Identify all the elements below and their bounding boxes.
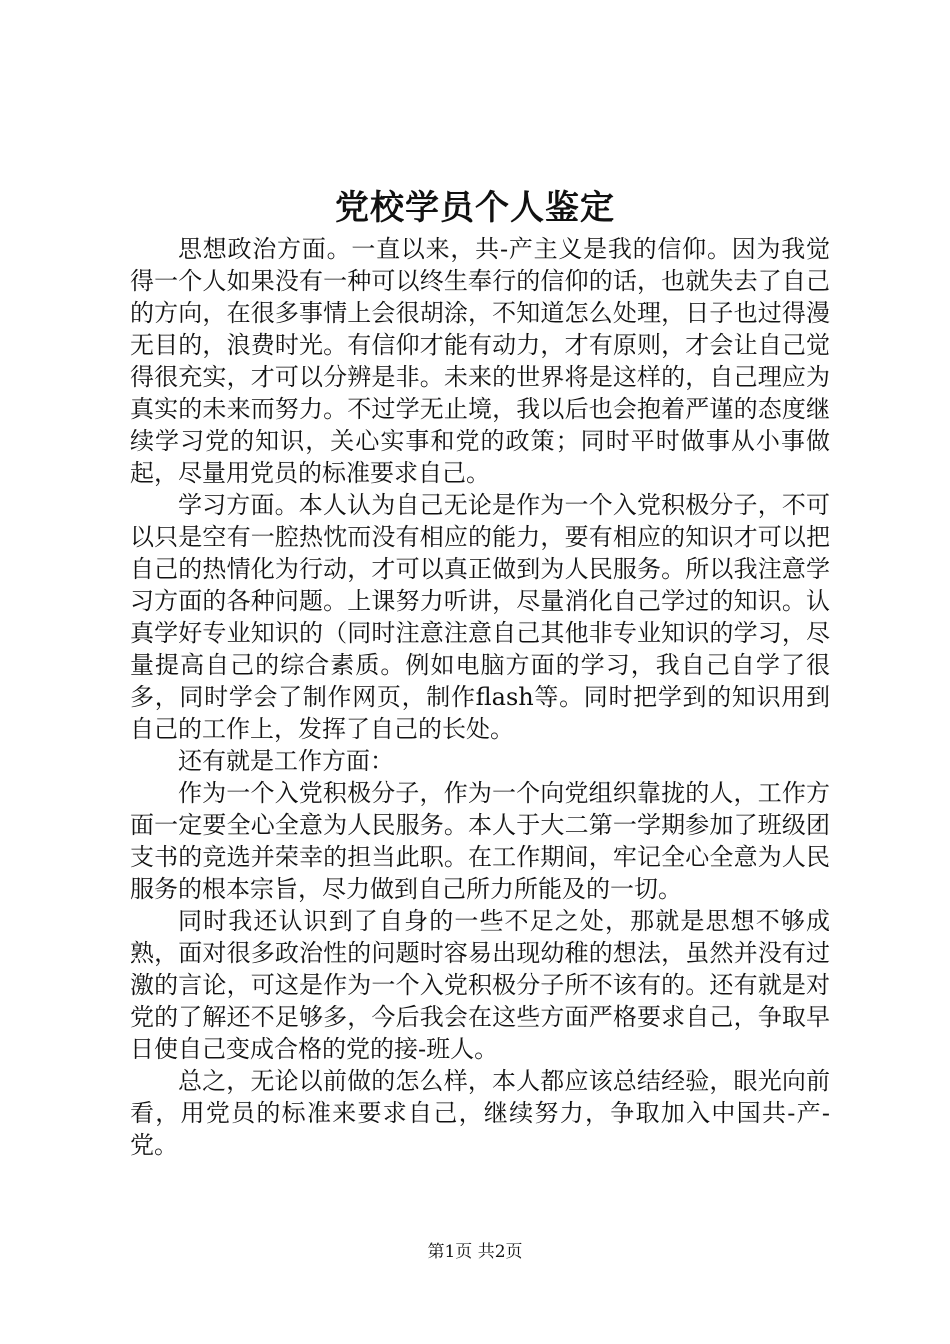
document-title: 党校学员个人鉴定 xyxy=(335,188,615,228)
paragraph-work: 作为一个入党积极分子，作为一个向党组织靠拢的人，工作方面一定要全心全意为人民服务。本人于大二第一学期参加了班级团支书的竞选并荣幸的担当此职。在工作期间，牢记全心全意为人民服务的根本宗旨，尽力做到自己所力所能及的一切。 xyxy=(130,779,830,903)
document-body xyxy=(130,233,830,1161)
paragraph-political: 思想政治方面。一直以来，共-产主义是我的信仰。因为我觉得一个人如果没有一种可以终生奉行的信仰的话，也就失去了自己的方向，在很多事情上会很胡涂，不知道怎么处理，日子也过得漫无目的，浪费时光。有信仰才能有动力，才有原则，才会让自己觉得很充实，才可以分辨是非。未来的世界将是这样的，自己理应为真实的未来而努力。不过学无止境，我以后也会抱着严谨的态度继续学习党的知识，关心实事和党的政策；同时平时做事从小事做起，尽量用党员的标准要求自己。 xyxy=(130,235,830,487)
paragraph-work-heading: 还有就是工作方面： xyxy=(178,747,394,775)
page-number-footer: 第1页 共2页 xyxy=(427,1242,523,1262)
paragraph-summary: 总之，无论以前做的怎么样，本人都应该总结经验，眼光向前看，用党员的标准来要求自己，继续努力，争取加入中国共-产-党。 xyxy=(130,1067,830,1159)
paragraph-shortcomings: 同时我还认识到了自身的一些不足之处，那就是思想不够成熟，面对很多政治性的问题时容易出现幼稚的想法，虽然并没有过激的言论，可这是作为一个入党积极分子所不该有的。还有就是对党的了解还不足够多，今后我会在这些方面严格要求自己，争取早日使自己变成合格的党的接-班人。 xyxy=(130,907,830,1063)
paragraph-study: 学习方面。本人认为自己无论是作为一个入党积极分子，不可以只是空有一腔热忱而没有相应的能力，要有相应的知识才可以把自己的热情化为行动，才可以真正做到为人民服务。所以我注意学习方面的各种问题。上课努力听讲，尽量消化自己学过的知识。认真学好专业知识的（同时注意注意自己其他非专业知识的学习，尽量提高自己的综合素质。例如电脑方面的学习，我自己自学了很多，同时学会了制作网页，制作flash等。同时把学到的知识用到自己的工作上，发挥了自己的长处。 xyxy=(130,491,830,743)
